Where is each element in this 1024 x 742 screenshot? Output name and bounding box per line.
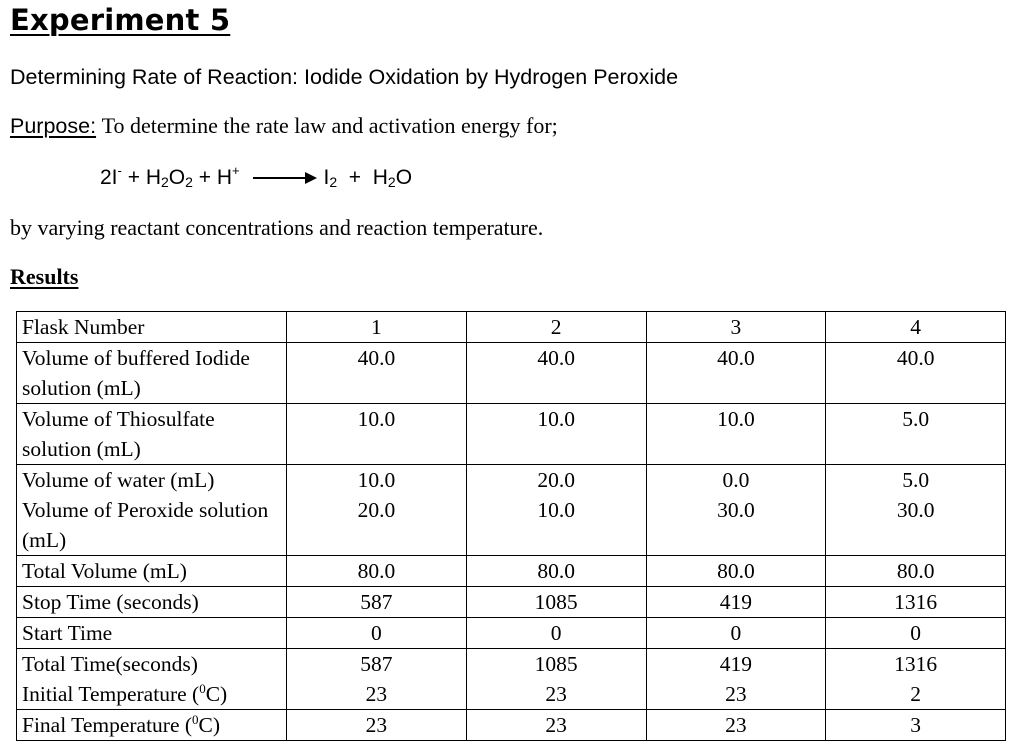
flask-3-value: 0.0 [646, 465, 826, 496]
peroxide-term: $H_2O_2$ [145, 166, 193, 190]
flask-4-value: 4 [826, 312, 1006, 343]
flask-3-value: 23 [646, 679, 826, 710]
flask-4-value: 3 [826, 710, 1006, 741]
varying-text: by varying reactant concentrations and reaction temperature. [10, 215, 544, 240]
row-label: Total Time(seconds) [17, 649, 287, 680]
row-label: Volume of Thiosulfate solution (mL) [17, 404, 287, 465]
table-row [17, 404, 1006, 465]
flask-3-value: 40.0 [646, 343, 826, 404]
row-label: Flask Number [17, 312, 287, 343]
flask-4-value: 2 [826, 679, 1006, 710]
purpose-text: To determine the rate law and activation energy for; [101, 113, 558, 138]
reaction-equation [100, 164, 412, 192]
flask-1-value: 20.0 [287, 495, 467, 556]
iodide-term: 2I- [100, 163, 122, 189]
row-label: Volume of water (mL) [17, 465, 287, 496]
row-label: Volume of buffered Iodide solution (mL) [17, 343, 287, 404]
purpose-line [10, 112, 558, 140]
table-row [17, 679, 1006, 710]
flask-2-value: 20.0 [466, 465, 646, 496]
flask-2-value: 23 [466, 679, 646, 710]
reaction-arrow-icon [253, 172, 317, 184]
table-row [17, 465, 1006, 496]
flask-4-value: 1316 [826, 649, 1006, 680]
table-row [17, 710, 1006, 741]
results-heading: Results [10, 264, 79, 289]
flask-2-value: 80.0 [466, 556, 646, 587]
flask-1-value: 23 [287, 710, 467, 741]
purpose-label: Purpose: [10, 114, 97, 138]
flask-3-value: 419 [646, 649, 826, 680]
flask-2-value: 1085 [466, 649, 646, 680]
flask-2-value: 10.0 [466, 495, 646, 556]
water-term: $H_2O$ [372, 166, 413, 190]
flask-1-value: 80.0 [287, 556, 467, 587]
row-label: Final Temperature ($^0$C) [17, 710, 287, 741]
table-row [17, 587, 1006, 618]
table-row [17, 343, 1006, 404]
flask-2-value: 10.0 [466, 404, 646, 465]
row-label: Total Volume (mL) [17, 556, 287, 587]
iodine-term: $I_2$ [323, 166, 338, 190]
flask-4-value: 80.0 [826, 556, 1006, 587]
plus-sign: + [127, 166, 140, 189]
table-row [17, 556, 1006, 587]
flask-3-value: 3 [646, 312, 826, 343]
flask-2-value: 23 [466, 710, 646, 741]
flask-4-value: 5.0 [826, 404, 1006, 465]
plus-sign: + [348, 166, 362, 189]
flask-1-value: 10.0 [287, 404, 467, 465]
flask-4-value: 30.0 [826, 495, 1006, 556]
flask-4-value: 40.0 [826, 343, 1006, 404]
flask-1-value: 587 [287, 649, 467, 680]
row-label: Start Time [17, 618, 287, 649]
experiment-title: Experiment 5 [10, 3, 231, 37]
flask-1-value: 10.0 [287, 465, 467, 496]
flask-1-value: 40.0 [287, 343, 467, 404]
flask-1-value: 587 [287, 587, 467, 618]
proton-term: H+ [216, 163, 240, 189]
table-row [17, 618, 1006, 649]
flask-2-value: 40.0 [466, 343, 646, 404]
flask-3-value: 80.0 [646, 556, 826, 587]
flask-2-value: 0 [466, 618, 646, 649]
flask-2-value: 2 [466, 312, 646, 343]
flask-4-value: 0 [826, 618, 1006, 649]
flask-4-value: 5.0 [826, 465, 1006, 496]
table-row [17, 495, 1006, 556]
flask-3-value: 419 [646, 587, 826, 618]
flask-3-value: 0 [646, 618, 826, 649]
flask-3-value: 30.0 [646, 495, 826, 556]
flask-1-value: 0 [287, 618, 467, 649]
flask-1-value: 1 [287, 312, 467, 343]
flask-4-value: 1316 [826, 587, 1006, 618]
plus-sign: + [198, 166, 212, 189]
row-label: Initial Temperature ($^0$C) [17, 679, 287, 710]
table-row [17, 312, 1006, 343]
row-label: Stop Time (seconds) [17, 587, 287, 618]
results-table [16, 311, 1006, 741]
flask-2-value: 1085 [466, 587, 646, 618]
row-label: Volume of Peroxide solution (mL) [17, 495, 287, 556]
flask-1-value: 23 [287, 679, 467, 710]
flask-3-value: 10.0 [646, 404, 826, 465]
table-row [17, 649, 1006, 680]
experiment-subtitle: Determining Rate of Reaction: Iodide Oxidation by Hydrogen Peroxide [10, 65, 679, 89]
flask-3-value: 23 [646, 710, 826, 741]
